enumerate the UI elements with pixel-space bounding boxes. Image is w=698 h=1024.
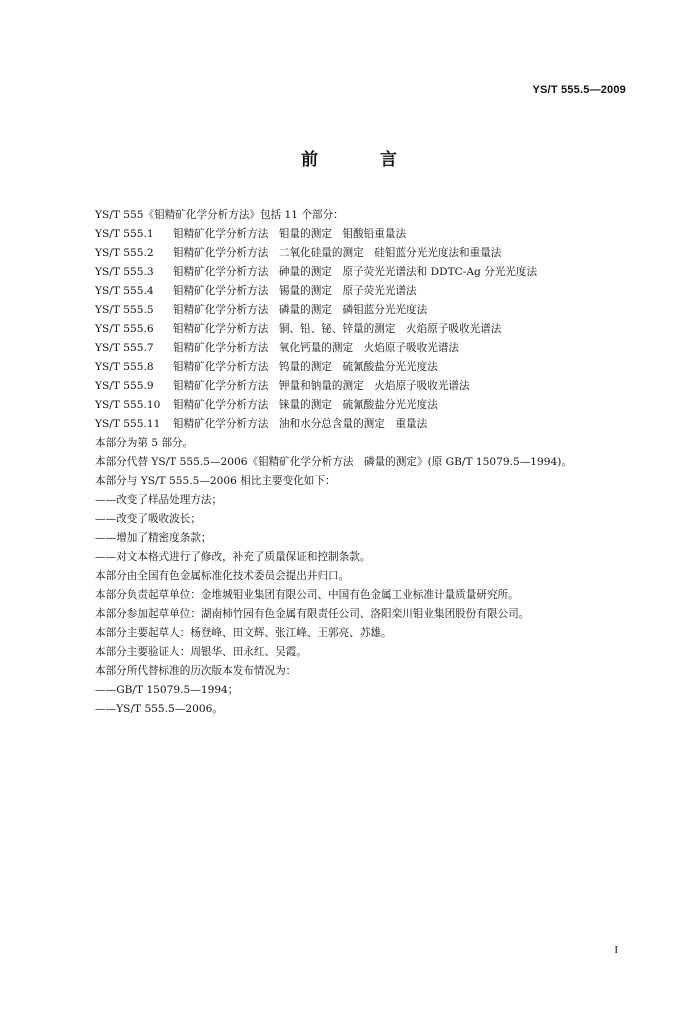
history-item: ——YS/T 555.5—2006。 <box>95 703 223 715</box>
part-number: YS/T 555.1 <box>95 228 154 240</box>
part-number: YS/T 555.3 <box>95 266 154 278</box>
part-row <box>95 358 655 377</box>
part-title: 钼精矿化学分析方法 磷量的测定 磷钼蓝分光光度法 <box>173 304 428 316</box>
part-number: YS/T 555.9 <box>95 380 154 392</box>
part-row <box>95 320 655 339</box>
part-row <box>95 339 655 358</box>
part-number: YS/T 555.7 <box>95 342 154 354</box>
part-title: 钼精矿化学分析方法 氧化钙量的测定 火焰原子吸收光谱法 <box>173 342 460 354</box>
part-row <box>95 282 655 301</box>
part-title: 钼精矿化学分析方法 钾量和钠量的测定 火焰原子吸收光谱法 <box>173 380 470 392</box>
parts-list <box>95 225 655 434</box>
paragraph: 本部分主要起草人：杨登峰、田文辉、张江峰、王郭亮、苏雄。 <box>95 627 392 639</box>
part-row <box>95 377 655 396</box>
part-row <box>95 301 655 320</box>
history-list <box>95 681 655 719</box>
part-title: 钼精矿化学分析方法 钨量的测定 硫氰酸盐分光光度法 <box>173 361 438 373</box>
change-item: ——改变了吸收波长； <box>95 513 201 525</box>
part-title: 钼精矿化学分析方法 油和水分总含量的测定 重量法 <box>173 418 428 430</box>
change-item: ——对文本格式进行了修改，补充了质量保证和控制条款。 <box>95 551 371 563</box>
part-title: 钼精矿化学分析方法 铜、铅、铋、锌量的测定 火焰原子吸收光谱法 <box>173 323 502 335</box>
part-number: YS/T 555.8 <box>95 361 154 373</box>
document-body <box>95 206 655 719</box>
part-title: 钼精矿化学分析方法 铼量的测定 硫氰酸盐分光光度法 <box>173 399 438 411</box>
part-number: YS/T 555.10 <box>95 399 161 411</box>
part-title: 钼精矿化学分析方法 锡量的测定 原子荧光光谱法 <box>173 285 417 297</box>
page-number: I <box>614 944 618 956</box>
paragraph: 本部分主要验证人：周银华、田永红、吴霞。 <box>95 646 307 658</box>
paragraph: 本部分所代替标准的历次版本发布情况为： <box>95 665 297 677</box>
paragraph-list <box>95 434 655 491</box>
page-title: 前 言 <box>301 150 425 170</box>
part-number: YS/T 555.5 <box>95 304 154 316</box>
part-row <box>95 396 655 415</box>
change-item: ——增加了精密度条款； <box>95 532 212 544</box>
changes-list <box>95 491 655 567</box>
part-row <box>95 225 655 244</box>
part-title: 钼精矿化学分析方法 二氧化硅量的测定 硅钼蓝分光光度法和重量法 <box>173 247 502 259</box>
intro-line: YS/T 555《钼精矿化学分析方法》包括 11 个部分： <box>95 209 344 221</box>
history-item: ——GB/T 15079.5—1994； <box>95 684 239 696</box>
part-row <box>95 263 655 282</box>
part-row <box>95 415 655 434</box>
paragraph: 本部分与 YS/T 555.5—2006 相比主要变化如下： <box>95 475 336 487</box>
change-item: ——改变了样品处理方法； <box>95 494 223 506</box>
paragraph: 本部分负责起草单位：金堆城钼业集团有限公司、中国有色金属工业标准计量质量研究所。 <box>95 589 519 601</box>
part-number: YS/T 555.11 <box>95 418 161 430</box>
paragraph: 本部分由全国有色金属标准化技术委员会提出并归口。 <box>95 570 350 582</box>
part-title: 钼精矿化学分析方法 钼量的测定 钼酸铅重量法 <box>173 228 407 240</box>
standard-code: YS/T 555.5—2009 <box>532 84 626 96</box>
part-number: YS/T 555.6 <box>95 323 154 335</box>
paragraph-list-2 <box>95 567 655 681</box>
part-number: YS/T 555.4 <box>95 285 154 297</box>
paragraph: 本部分为第 5 部分。 <box>95 437 194 449</box>
paragraph: 本部分代替 YS/T 555.5—2006《钼精矿化学分析方法 磷量的测定》(原 GB/T 15079.5—1994)。 <box>95 456 572 468</box>
part-number: YS/T 555.2 <box>95 247 154 259</box>
part-row <box>95 244 655 263</box>
part-title: 钼精矿化学分析方法 砷量的测定 原子荧光光谱法和 DDTC-Ag 分光光度法 <box>173 266 538 278</box>
paragraph: 本部分参加起草单位：湖南柿竹园有色金属有限责任公司、洛阳栾川钼业集团股份有限公司。 <box>95 608 530 620</box>
